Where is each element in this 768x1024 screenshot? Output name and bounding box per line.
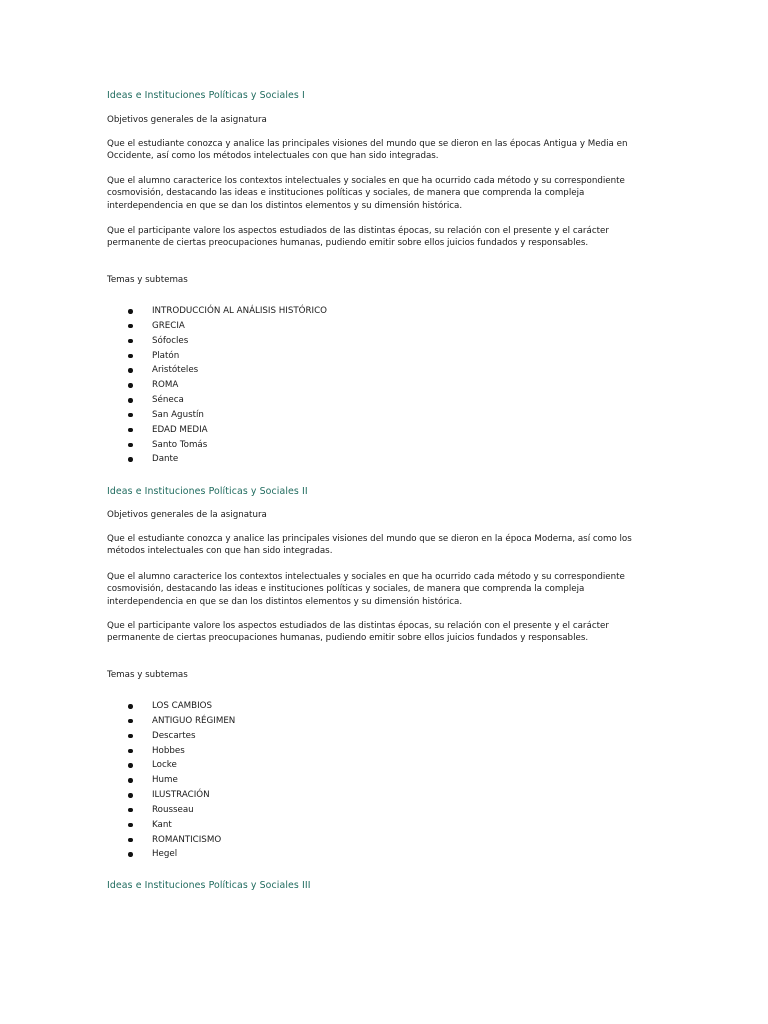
topic-label: ANTIGUO RÉGIMEN bbox=[152, 715, 236, 726]
objective-paragraph: Que el participante valore los aspectos estudiados de las distintas épocas, su relación con el presente y el carácter permanente de ciertas preocupaciones humanas, pudiendo emitir sobre ellos juicios fundados y responsables. bbox=[107, 226, 609, 249]
bullet-icon bbox=[128, 398, 133, 403]
bullet-icon bbox=[128, 457, 133, 462]
topic-label: ROMANTICISMO bbox=[152, 834, 222, 845]
bullet-icon bbox=[128, 793, 133, 798]
bullet-icon bbox=[128, 778, 133, 783]
bullet-icon bbox=[128, 413, 133, 418]
topic-label: ILUSTRACIÓN bbox=[152, 790, 210, 801]
bullet-icon bbox=[128, 838, 133, 843]
topic-label: Sófocles bbox=[152, 335, 189, 346]
bullet-icon bbox=[128, 734, 133, 739]
topic-label: Rousseau bbox=[152, 804, 194, 815]
bullet-icon bbox=[128, 368, 133, 373]
topic-label: LOS CAMBIOS bbox=[152, 701, 213, 711]
topics-label: Temas y subtemas bbox=[107, 275, 188, 285]
topic-label: Dante bbox=[152, 454, 179, 465]
topic-label: INTRODUCCIÓN AL ANÁLISIS HISTÓRICO bbox=[152, 306, 328, 316]
topic-label: Santo Tomás bbox=[152, 439, 208, 450]
topic-label: ROMA bbox=[152, 380, 179, 391]
section-title: Ideas e Instituciones Políticas y Sociales I bbox=[107, 90, 305, 101]
topic-label: Kant bbox=[152, 819, 172, 830]
bullet-icon bbox=[128, 749, 133, 754]
objective-paragraph: Que el estudiante conozca y analice las principales visiones del mundo que se dieron en la época Moderna, así como los métodos intelectuales con que han sido integradas. bbox=[107, 534, 632, 557]
bullet-icon bbox=[128, 808, 133, 813]
objective-paragraph: Que el alumno caracterice los contextos intelectuales y sociales en que ha ocurrido cada método y su correspondiente cosmovisión, destacando las ideas e instituciones políticas y sociales, de manera que comprenda la compleja interdependencia en que se dan los distintos elementos y su dimensión histórica. bbox=[107, 176, 625, 211]
objective-paragraph: Que el estudiante conozca y analice las principales visiones del mundo que se dieron en las épocas Antigua y Media en Occidente, así como los métodos intelectuales con que han sido integradas. bbox=[107, 139, 628, 162]
topic-label: Platón bbox=[152, 350, 180, 361]
topic-label: Descartes bbox=[152, 730, 196, 741]
topic-label: San Agustín bbox=[152, 409, 204, 420]
topic-label: Hegel bbox=[152, 849, 178, 860]
objective-paragraph: Que el alumno caracterice los contextos intelectuales y sociales en que ha ocurrido cada método y su correspondiente cosmovisión, destacando las ideas e instituciones políticas y sociales, de manera que comprenda la compleja interdependencia en que se dan los distintos elementos y su dimensión histórica. bbox=[107, 572, 625, 607]
bullet-icon bbox=[128, 719, 133, 724]
topic-label: Hume bbox=[152, 775, 178, 786]
bullet-icon bbox=[128, 443, 133, 448]
bullet-icon bbox=[128, 309, 133, 314]
objective-paragraph: Que el participante valore los aspectos estudiados de las distintas épocas, su relación con el presente y el carácter permanente de ciertas preocupaciones humanas, pudiendo emitir sobre ellos juicios fundados y responsables. bbox=[107, 621, 609, 644]
objectives-label: Objetivos generales de la asignatura bbox=[107, 115, 267, 125]
bullet-icon bbox=[128, 324, 133, 329]
topic-label: Hobbes bbox=[152, 745, 185, 756]
bullet-icon bbox=[128, 383, 133, 388]
topics-label: Temas y subtemas bbox=[107, 670, 188, 680]
objectives-label: Objetivos generales de la asignatura bbox=[107, 510, 267, 520]
bullet-icon bbox=[128, 852, 133, 857]
bullet-icon bbox=[128, 428, 133, 433]
topic-label: GRECIA bbox=[152, 320, 185, 331]
topic-label: Séneca bbox=[152, 395, 184, 406]
section-title: Ideas e Instituciones Políticas y Sociales II bbox=[107, 486, 308, 497]
bullet-icon bbox=[128, 763, 133, 768]
topic-label: Locke bbox=[152, 760, 177, 771]
topic-label: Aristóteles bbox=[152, 365, 199, 376]
section-title: Ideas e Instituciones Políticas y Sociales III bbox=[107, 880, 311, 891]
bullet-icon bbox=[128, 354, 133, 359]
bullet-icon bbox=[128, 339, 133, 344]
topic-label: EDAD MEDIA bbox=[152, 424, 208, 435]
bullet-icon bbox=[128, 823, 133, 828]
bullet-icon bbox=[128, 704, 133, 709]
